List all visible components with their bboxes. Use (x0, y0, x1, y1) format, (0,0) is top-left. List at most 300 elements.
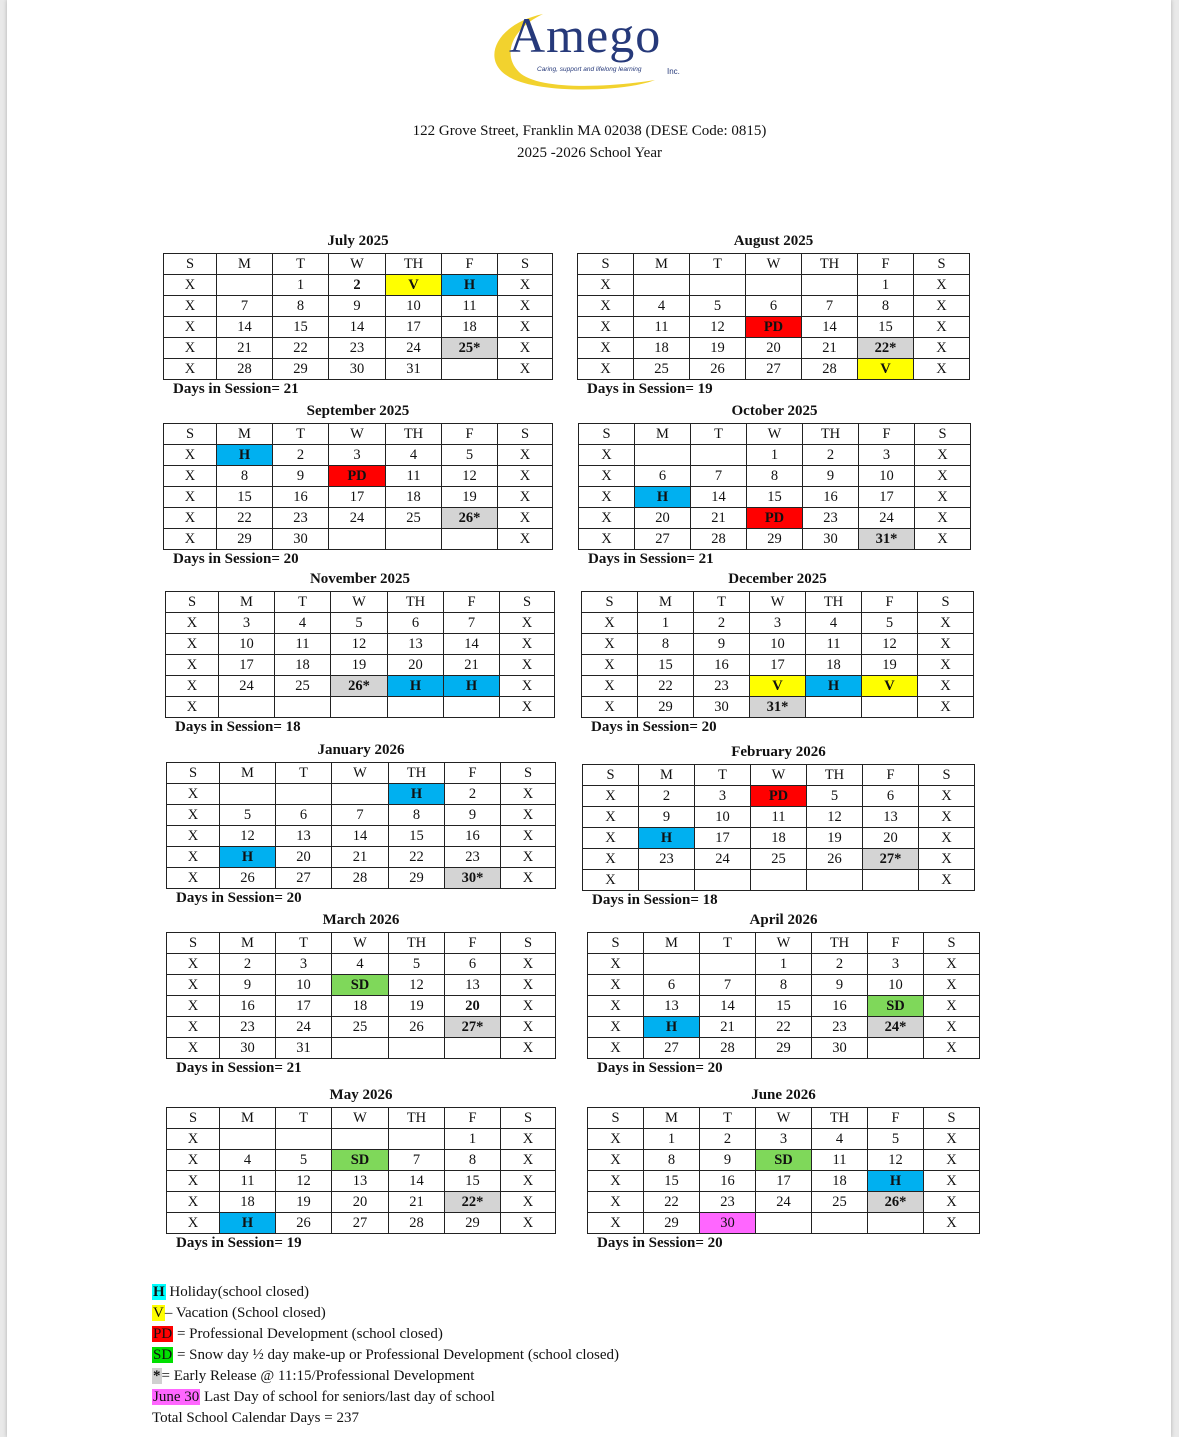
week-row (164, 445, 553, 466)
legend-snow-day-text: = Snow day ½ day make-up or Professional Development (school closed) (173, 1347, 620, 1363)
weekend-cell: X (498, 275, 553, 296)
weekend-cell: X (167, 868, 220, 889)
day-cell: 25 (332, 1017, 389, 1038)
day-cell: 18 (275, 655, 331, 676)
day-cell: 18 (812, 1171, 868, 1192)
weekday-header: W (332, 933, 389, 954)
weekend-cell: X (915, 487, 971, 508)
weekday-header: T (690, 254, 746, 275)
weekday-header: S (579, 424, 635, 445)
day-cell: 17 (859, 487, 915, 508)
weekday-header: TH (812, 933, 868, 954)
day-cell: 22 (389, 847, 445, 868)
day-cell: 17 (219, 655, 275, 676)
weekend-cell: X (167, 1038, 220, 1059)
week-row (588, 1192, 980, 1213)
day-cell: 29 (638, 697, 694, 718)
day-cell: 13 (863, 807, 919, 828)
last-day-swatch: June 30 (153, 1389, 200, 1405)
weekday-header: S (582, 592, 638, 613)
day-cell: 5 (389, 954, 445, 975)
empty-cell (275, 697, 331, 718)
weekend-cell: X (924, 1129, 980, 1150)
weekend-cell: X (578, 359, 634, 380)
week-row (579, 529, 971, 550)
day-cell: 23 (639, 849, 695, 870)
day-cell: PD (751, 786, 807, 807)
day-cell: 10 (750, 634, 806, 655)
day-cell: 14 (389, 1171, 445, 1192)
week-row (167, 847, 556, 868)
weekend-cell: X (501, 1129, 556, 1150)
weekend-cell: X (498, 466, 553, 487)
day-cell: 23 (812, 1017, 868, 1038)
day-cell: 17 (756, 1171, 812, 1192)
week-row (164, 508, 553, 529)
day-cell: 9 (700, 1150, 756, 1171)
week-row (167, 975, 556, 996)
week-row (164, 338, 553, 359)
week-row (167, 1129, 556, 1150)
day-cell: 21 (389, 1192, 445, 1213)
day-cell: 28 (691, 529, 747, 550)
weekday-header-row (167, 933, 556, 954)
weekday-header: M (639, 765, 695, 786)
week-row (582, 655, 974, 676)
weekday-header: T (276, 763, 332, 784)
day-cell: 16 (445, 826, 501, 847)
legend-last-day-text: Last Day of school for seniors/last day of school (200, 1389, 495, 1405)
weekend-cell: X (498, 487, 553, 508)
week-row (166, 613, 555, 634)
day-cell: 19 (862, 655, 918, 676)
weekend-cell: X (918, 634, 974, 655)
weekend-cell: X (914, 296, 970, 317)
day-cell: 18 (442, 317, 498, 338)
day-cell: PD (747, 508, 803, 529)
weekday-header-row (588, 1108, 980, 1129)
empty-cell (868, 1213, 924, 1234)
weekday-header: T (694, 592, 750, 613)
day-cell: 18 (634, 338, 690, 359)
day-cell: 24 (859, 508, 915, 529)
day-cell: 12 (690, 317, 746, 338)
month-grid (581, 591, 974, 718)
day-cell: 30 (700, 1213, 756, 1234)
day-cell: 19 (807, 828, 863, 849)
day-cell: 16 (694, 655, 750, 676)
week-row (164, 529, 553, 550)
day-cell: 22 (756, 1017, 812, 1038)
day-cell: 2 (329, 275, 386, 296)
week-row (582, 697, 974, 718)
day-cell: 20 (863, 828, 919, 849)
weekday-header: S (918, 592, 974, 613)
weekend-cell: X (167, 1213, 220, 1234)
weekend-cell: X (583, 849, 639, 870)
weekend-cell: X (500, 634, 555, 655)
weekend-cell: X (579, 508, 635, 529)
weekend-cell: X (164, 508, 217, 529)
weekend-cell: X (498, 338, 553, 359)
weekend-cell: X (579, 466, 635, 487)
day-cell: 3 (276, 954, 332, 975)
day-cell: 9 (694, 634, 750, 655)
day-cell: H (444, 676, 500, 697)
day-cell: 14 (691, 487, 747, 508)
weekday-header: W (751, 765, 807, 786)
weekday-header: F (442, 254, 498, 275)
day-cell: 4 (386, 445, 442, 466)
day-cell: 2 (445, 784, 501, 805)
day-cell: 25 (812, 1192, 868, 1213)
day-cell: 23 (220, 1017, 276, 1038)
weekend-cell: X (501, 1038, 556, 1059)
day-cell: 26 (276, 1213, 332, 1234)
weekend-cell: X (914, 275, 970, 296)
legend-early-release-text: = Early Release @ 11:15/Professional Development (161, 1368, 475, 1384)
week-row (583, 849, 975, 870)
weekend-cell: X (919, 786, 975, 807)
weekday-header: TH (388, 592, 444, 613)
weekday-header: T (691, 424, 747, 445)
day-cell: 27* (445, 1017, 501, 1038)
day-cell: 17 (276, 996, 332, 1017)
day-cell: 21 (217, 338, 273, 359)
weekday-header: S (914, 254, 970, 275)
days-in-session: Days in Session= 20 (176, 890, 302, 906)
month-title: March 2026 (322, 912, 400, 928)
week-row (588, 1038, 980, 1059)
day-cell: 11 (220, 1171, 276, 1192)
day-cell: 5 (442, 445, 498, 466)
weekday-header: M (644, 1108, 700, 1129)
weekend-cell: X (919, 849, 975, 870)
day-cell: 13 (445, 975, 501, 996)
weekday-header: TH (806, 592, 862, 613)
day-cell: 16 (803, 487, 859, 508)
weekday-header: S (164, 254, 217, 275)
week-row (582, 613, 974, 634)
week-row (579, 466, 971, 487)
day-cell: 3 (750, 613, 806, 634)
week-row (166, 676, 555, 697)
month-title: October 2025 (731, 403, 818, 419)
day-cell: 12 (389, 975, 445, 996)
legend-vacation (152, 1303, 619, 1324)
weekend-cell: X (501, 1171, 556, 1192)
week-row (588, 996, 980, 1017)
weekday-header: T (700, 1108, 756, 1129)
weekend-cell: X (164, 296, 217, 317)
weekend-cell: X (166, 613, 219, 634)
empty-cell (807, 870, 863, 891)
day-cell: SD (332, 1150, 389, 1171)
weekday-header: M (635, 424, 691, 445)
legend-holiday-text: Holiday(school closed) (165, 1284, 309, 1300)
day-cell: H (806, 676, 862, 697)
weekend-cell: X (501, 868, 556, 889)
weekend-cell: X (919, 870, 975, 891)
empty-cell (868, 1038, 924, 1059)
day-cell: 22 (217, 508, 273, 529)
weekend-cell: X (164, 338, 217, 359)
weekday-header: M (217, 424, 273, 445)
weekend-cell: X (588, 996, 644, 1017)
day-cell: 11 (634, 317, 690, 338)
weekday-header: W (747, 424, 803, 445)
legend-early-release (152, 1366, 619, 1387)
day-cell: 14 (217, 317, 273, 338)
weekend-cell: X (588, 975, 644, 996)
week-row (583, 807, 975, 828)
day-cell: 27 (332, 1213, 389, 1234)
day-cell: 4 (220, 1150, 276, 1171)
weekday-header: M (220, 933, 276, 954)
weekend-cell: X (167, 1017, 220, 1038)
day-cell: 15 (217, 487, 273, 508)
day-cell: 11 (806, 634, 862, 655)
weekday-header: S (919, 765, 975, 786)
weekend-cell: X (924, 1171, 980, 1192)
day-cell: 30 (273, 529, 329, 550)
empty-cell (329, 529, 386, 550)
day-cell: 10 (219, 634, 275, 655)
weekend-cell: X (498, 317, 553, 338)
weekday-header: W (332, 763, 389, 784)
day-cell: 1 (445, 1129, 501, 1150)
month-calendar (166, 742, 556, 906)
weekend-cell: X (918, 613, 974, 634)
month-calendar (578, 403, 971, 567)
weekend-cell: X (582, 697, 638, 718)
weekend-cell: X (588, 1171, 644, 1192)
day-cell: 25 (386, 508, 442, 529)
empty-cell (691, 445, 747, 466)
day-cell: 3 (695, 786, 751, 807)
day-cell: 21 (444, 655, 500, 676)
month-title: July 2025 (327, 233, 389, 249)
day-cell: 14 (444, 634, 500, 655)
day-cell: 11 (442, 296, 498, 317)
empty-cell (386, 529, 442, 550)
weekend-cell: X (167, 1192, 220, 1213)
day-cell: 27 (276, 868, 332, 889)
weekday-header: S (167, 1108, 220, 1129)
weekend-cell: X (588, 954, 644, 975)
day-cell: 16 (273, 487, 329, 508)
month-grid (578, 423, 971, 550)
logo-wordmark: Amego (509, 7, 662, 63)
week-row (164, 317, 553, 338)
day-cell: 10 (695, 807, 751, 828)
month-title: April 2026 (749, 912, 818, 928)
week-row (582, 676, 974, 697)
weekend-cell: X (166, 634, 219, 655)
weekday-header: W (756, 1108, 812, 1129)
weekend-cell: X (501, 954, 556, 975)
weekday-header: S (583, 765, 639, 786)
day-cell: 24 (695, 849, 751, 870)
weekday-header: W (756, 933, 812, 954)
weekend-cell: X (500, 676, 555, 697)
weekday-header: F (868, 933, 924, 954)
day-cell: 1 (273, 275, 329, 296)
day-cell: 16 (220, 996, 276, 1017)
weekend-cell: X (167, 954, 220, 975)
weekday-header: M (644, 933, 700, 954)
day-cell: 2 (220, 954, 276, 975)
day-cell: 15 (756, 996, 812, 1017)
weekday-header: M (220, 763, 276, 784)
week-row (167, 826, 556, 847)
month-grid (165, 591, 555, 718)
day-cell: 21 (802, 338, 858, 359)
day-cell: 4 (812, 1129, 868, 1150)
day-cell: 15 (747, 487, 803, 508)
weekend-cell: X (167, 975, 220, 996)
day-cell: 8 (638, 634, 694, 655)
day-cell: 30* (445, 868, 501, 889)
weekday-header-row (578, 254, 970, 275)
weekday-header: W (329, 254, 386, 275)
month-title: December 2025 (728, 571, 827, 587)
day-cell: 10 (868, 975, 924, 996)
month-grid (163, 423, 553, 550)
month-calendar (581, 571, 974, 735)
day-cell: 26* (442, 508, 498, 529)
month-title: August 2025 (733, 233, 814, 249)
day-cell: 31 (276, 1038, 332, 1059)
day-cell: 5 (868, 1129, 924, 1150)
weekend-cell: X (918, 655, 974, 676)
weekend-cell: X (500, 697, 555, 718)
day-cell: H (220, 1213, 276, 1234)
weekday-header: S (501, 1108, 556, 1129)
weekday-header: F (862, 592, 918, 613)
weekend-cell: X (500, 655, 555, 676)
weekend-cell: X (167, 805, 220, 826)
weekend-cell: X (914, 338, 970, 359)
weekday-header-row (588, 933, 980, 954)
day-cell: 15 (273, 317, 329, 338)
month-grid (166, 1107, 556, 1234)
day-cell: 4 (332, 954, 389, 975)
day-cell: 1 (756, 954, 812, 975)
day-cell: 20 (635, 508, 691, 529)
day-cell: 8 (644, 1150, 700, 1171)
day-cell: 19 (276, 1192, 332, 1213)
day-cell: 25 (634, 359, 690, 380)
week-row (166, 655, 555, 676)
day-cell: 16 (700, 1171, 756, 1192)
amego-logo (485, 7, 697, 96)
days-in-session: Days in Session= 21 (173, 381, 299, 397)
day-cell: 19 (331, 655, 388, 676)
weekend-cell: X (167, 847, 220, 868)
weekday-header: F (444, 592, 500, 613)
empty-cell (331, 697, 388, 718)
weekend-cell: X (588, 1038, 644, 1059)
day-cell: 8 (217, 466, 273, 487)
day-cell: 17 (386, 317, 442, 338)
legend-total (152, 1408, 619, 1429)
weekday-header: T (273, 254, 329, 275)
day-cell: 20 (746, 338, 802, 359)
week-row (579, 487, 971, 508)
weekend-cell: X (501, 826, 556, 847)
days-in-session: Days in Session= 18 (592, 892, 718, 908)
day-cell: 4 (806, 613, 862, 634)
week-row (579, 508, 971, 529)
day-cell: 9 (220, 975, 276, 996)
week-row (167, 1213, 556, 1234)
day-cell: 13 (332, 1171, 389, 1192)
day-cell: 30 (812, 1038, 868, 1059)
empty-cell (389, 1129, 445, 1150)
week-row (582, 634, 974, 655)
day-cell: 3 (219, 613, 275, 634)
day-cell: 30 (329, 359, 386, 380)
day-cell: 27 (746, 359, 802, 380)
weekend-cell: X (924, 1213, 980, 1234)
day-cell: 25 (751, 849, 807, 870)
day-cell: H (217, 445, 273, 466)
day-cell: 9 (329, 296, 386, 317)
empty-cell (276, 784, 332, 805)
weekend-cell: X (501, 975, 556, 996)
month-title: May 2026 (329, 1087, 393, 1103)
day-cell: 8 (858, 296, 914, 317)
week-row (166, 697, 555, 718)
weekday-header: F (445, 1108, 501, 1129)
weekday-header: S (167, 933, 220, 954)
day-cell: 29 (445, 1213, 501, 1234)
weekend-cell: X (166, 676, 219, 697)
total-days: Total School Calendar Days = 237 (152, 1410, 359, 1426)
day-cell: 14 (332, 826, 389, 847)
day-cell: 21 (700, 1017, 756, 1038)
weekday-header: TH (812, 1108, 868, 1129)
week-row (167, 805, 556, 826)
weekend-cell: X (918, 676, 974, 697)
day-cell: 18 (751, 828, 807, 849)
day-cell: 6 (445, 954, 501, 975)
weekend-cell: X (579, 445, 635, 466)
day-cell: 1 (644, 1129, 700, 1150)
day-cell: 23 (803, 508, 859, 529)
day-cell: 14 (329, 317, 386, 338)
day-cell: 18 (220, 1192, 276, 1213)
day-cell: 30 (803, 529, 859, 550)
day-cell: 15 (644, 1171, 700, 1192)
weekend-cell: X (924, 975, 980, 996)
week-row (588, 975, 980, 996)
weekend-cell: X (924, 1038, 980, 1059)
day-cell: 12 (220, 826, 276, 847)
day-cell: 28 (389, 1213, 445, 1234)
day-cell: 26 (389, 1017, 445, 1038)
day-cell: 3 (329, 445, 386, 466)
weekday-header: S (164, 424, 217, 445)
weekend-cell: X (583, 786, 639, 807)
month-title: November 2025 (309, 571, 411, 587)
weekday-header: TH (803, 424, 859, 445)
weekend-cell: X (501, 1213, 556, 1234)
month-calendar (582, 744, 975, 908)
weekend-cell: X (167, 826, 220, 847)
month-title: June 2026 (751, 1087, 816, 1103)
